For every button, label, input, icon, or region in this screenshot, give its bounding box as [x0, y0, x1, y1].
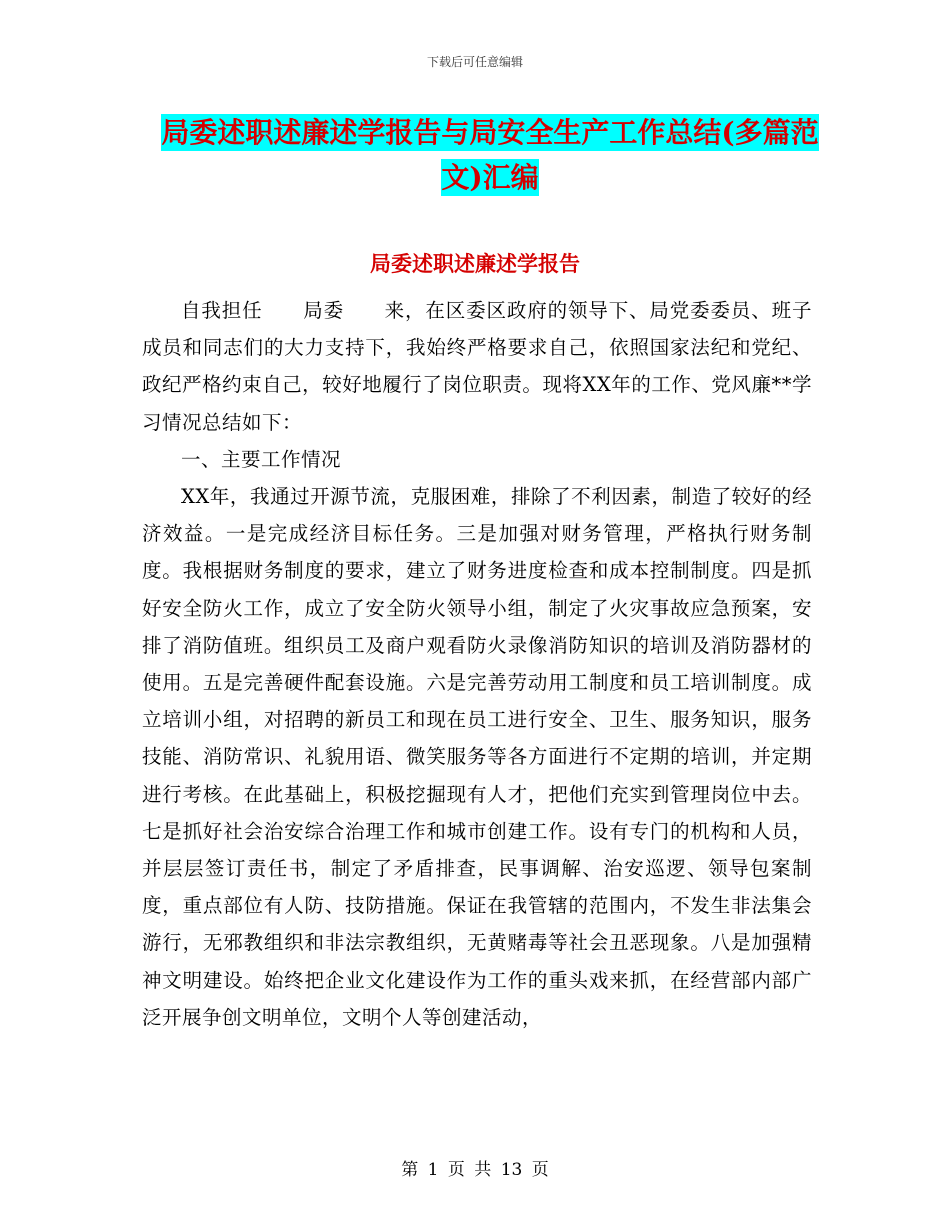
document-body	[142, 292, 812, 1036]
section-title: 局委述职述廉述学报告	[370, 251, 580, 276]
header-note: 下载后可任意编辑	[426, 55, 523, 69]
paragraph-heading-main-work: 一、主要工作情况	[181, 447, 342, 471]
page-number: 第 1 页 共 13 页	[401, 1160, 549, 1180]
paragraph-work-details: XX年，我通过开源节流，克服困难，排除了不利因素，制造了较好的经济效益。一是完成经济目标任务。三是加强对财务管理，严格执行财务制度。我根据财务制度的要求，建立了财务进度检查和成本控制制度。四是抓好安全防火工作，成立了安全防火领导小组，制定了火灾事故应急预案，安排了消防值班。组织员工及商户观看防火录像消防知识的培训及消防器材的使用。五是完善硬件配套设施。六是完善劳动用工制度和员工培训制度。成立培训小组，对招聘的新员工和现在员工进行安全、卫生、服务知识，服务技能、消防常识、礼貌用语、微笑服务等各方面进行不定期的培训，并定期进行考核。在此基础上，积极挖掘现有人才，把他们充实到管理岗位中去。七是抓好社会治安综合治理工作和城市创建工作。设有专门的机构和人员，并层层签订责任书，制定了矛盾排查，民事调解、治安巡逻、领导包案制度，重点部位有人防、技防措施。保证在我管辖的范围内，不发生非法集会游行，无邪教组织和非法宗教组织，无黄赌毒等社会丑恶现象。八是加强精神文明建设。始终把企业文化建设作为工作的重头戏来抓，在经营部内部广泛开展争创文明单位，文明个人等创建活动，	[142, 485, 812, 1029]
document-title	[160, 110, 820, 200]
paragraph-intro: 自我担任 局委 来，在区委区政府的领导下、局党委委员、班子成员和同志们的大力支持下，我始终严格要求自己，依照国家法纪和党纪、政纪严格约束自己，较好地履行了岗位职责。现将XX年的工作、党风廉**学习情况总结如下：	[142, 299, 812, 434]
document-title-text: 局委述职述廉述学报告与局安全生产工作总结(多篇范文)汇编	[161, 116, 819, 194]
